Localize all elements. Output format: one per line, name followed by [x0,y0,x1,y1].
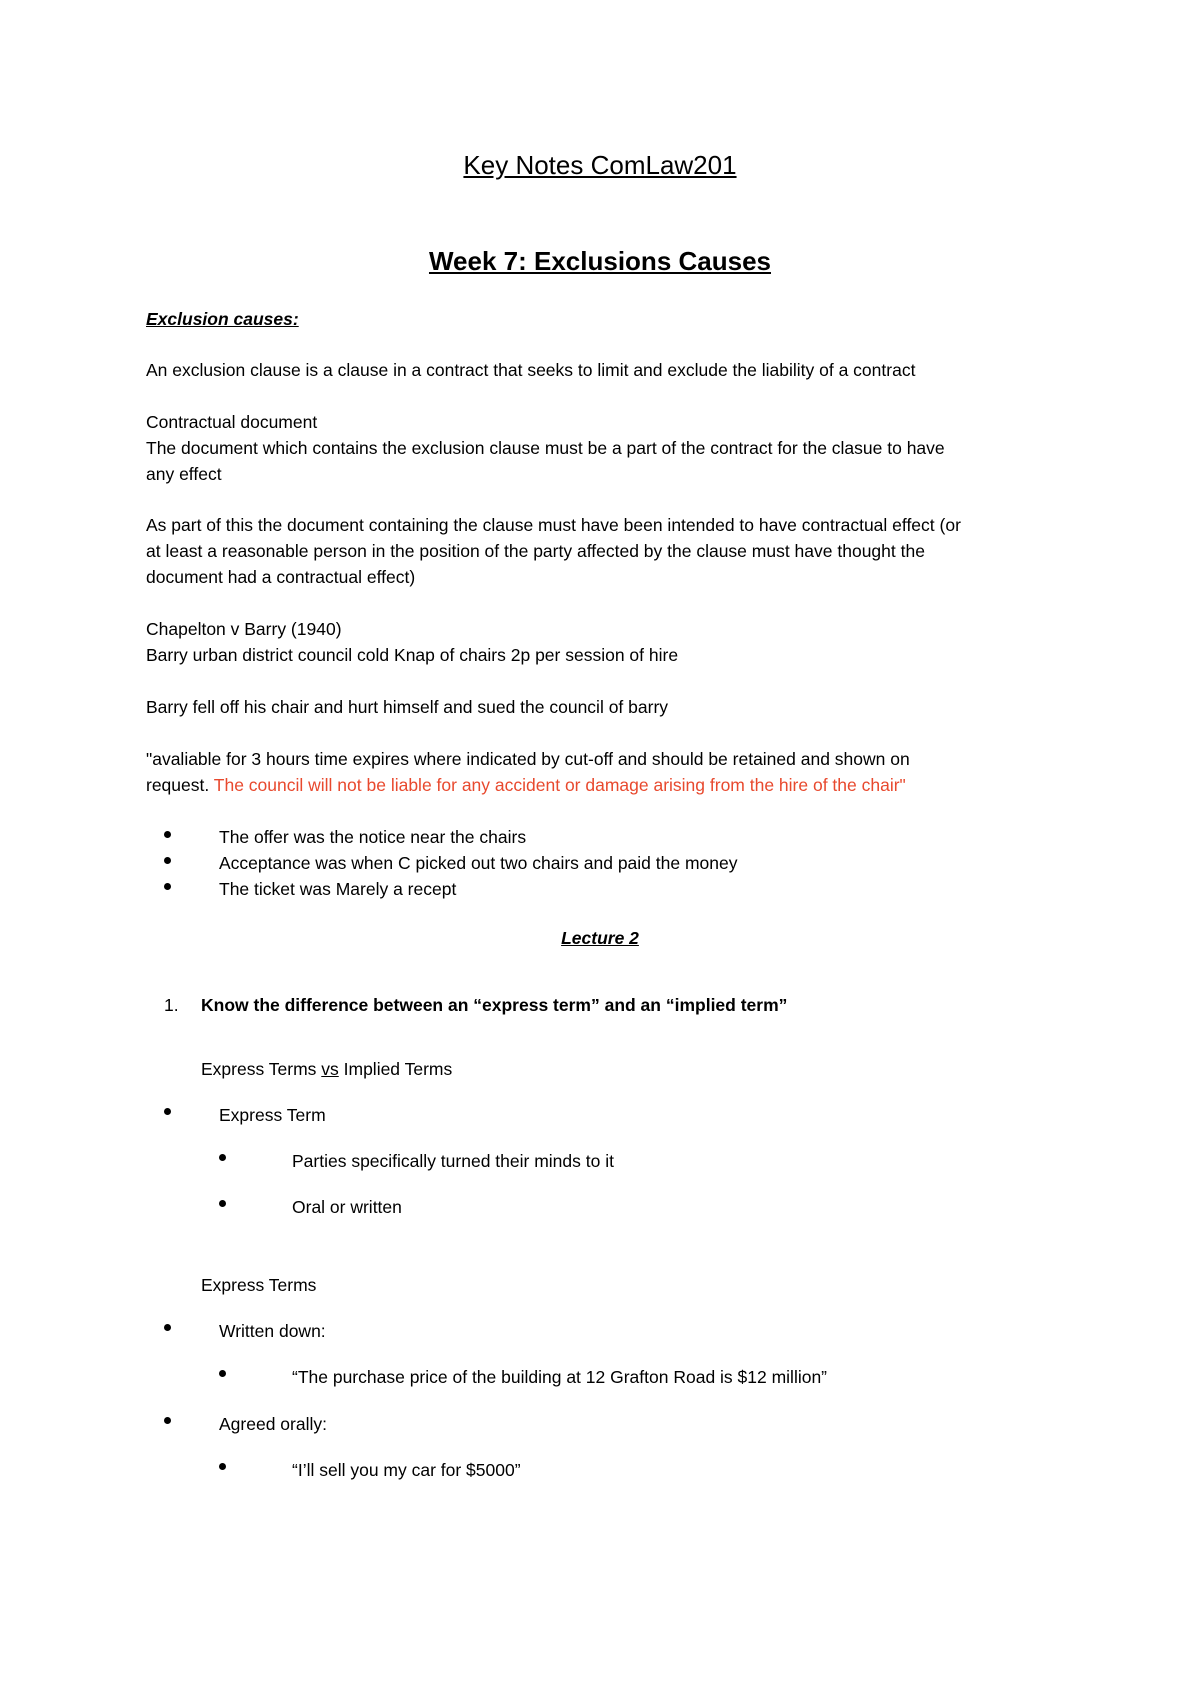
bullet-icon [164,857,171,864]
intention-line: document had a contractual effect) [146,567,416,587]
list-item: Oral or written [292,1197,402,1217]
bullet-icon [164,1108,171,1115]
document-title: Key Notes ComLaw201 [463,150,737,180]
quote-start: request. [146,775,214,795]
lecture-heading: Lecture 2 [561,928,639,948]
written-label: Written down: [219,1321,326,1341]
list-item: The ticket was Marely a recept [219,879,457,899]
bullet-icon [219,1154,226,1161]
bullet-icon [219,1200,226,1207]
oral-label: Agreed orally: [219,1414,327,1434]
written-example: “The purchase price of the building at 12 Grafton Road is $12 million” [292,1367,828,1387]
question-text: Know the difference between an “express term” and an “implied term” [201,995,788,1015]
terms-left: Express Terms [201,1059,322,1079]
case-quote-line: "avaliable for 3 hours time expires where indicated by cut-off and should be retained and shown on [146,749,910,769]
terms-vs: vs [321,1059,339,1079]
list-item: The offer was the notice near the chairs [219,827,527,847]
definition-text: An exclusion clause is a clause in a contract that seeks to limit and exclude the liability of a contract [146,360,916,380]
terms-compare [201,1056,452,1082]
bullet-icon [164,1417,171,1424]
case-facts: Barry urban district council cold Knap of chairs 2p per session of hire [146,645,679,665]
quote-red-text: The council will not be liable for any accident or damage arising from the hire of the chair" [213,775,906,795]
express-term-label: Express Term [219,1105,326,1125]
contractual-doc-line: any effect [146,464,222,484]
contractual-doc-heading: Contractual document [146,412,318,432]
bullet-icon [164,831,171,838]
terms-right: Implied Terms [338,1059,453,1079]
oral-example: “I’ll sell you my car for $5000” [292,1460,521,1480]
bullet-icon [219,1463,226,1470]
exclusion-heading: Exclusion causes: [146,309,299,329]
bullet-icon [219,1370,226,1377]
intention-line: As part of this the document containing the clause must have been intended to have contractual effect (or [146,515,961,535]
list-item: Parties specifically turned their minds to it [292,1151,614,1171]
bullet-icon [164,1324,171,1331]
express-terms-heading: Express Terms [201,1275,317,1295]
contractual-doc-line: The document which contains the exclusion clause must be a part of the contract for the clasue to have [146,438,945,458]
bullet-icon [164,883,171,890]
week-heading: Week 7: Exclusions Causes [428,246,771,276]
question-number: 1. [164,995,179,1015]
case-name: Chapelton v Barry (1940) [146,619,342,639]
case-injury: Barry fell off his chair and hurt himself and sued the council of barry [146,697,669,717]
case-quote-line [146,772,906,798]
list-item: Acceptance was when C picked out two chairs and paid the money [219,853,738,873]
intention-line: at least a reasonable person in the position of the party affected by the clause must have thought the [146,541,925,561]
